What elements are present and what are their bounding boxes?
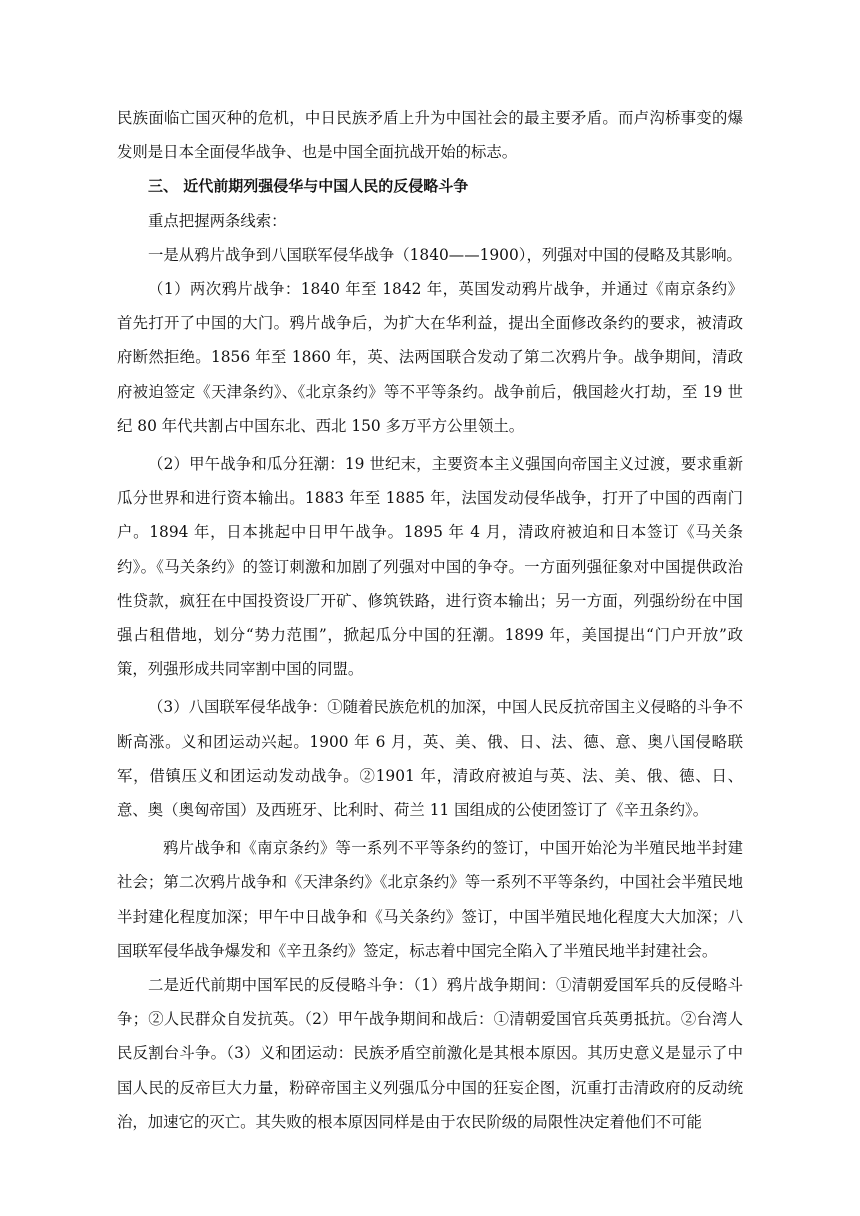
- paragraph-sino-japanese-war: （2）甲午战争和瓜分狂潮：19 世纪末，主要资本主义强国向帝国主义过渡，要求重新瓜分世界和进行资本输出。1883 年至 1885 年，法国发动侵华战争，打开了中国的西南门户。1894 年，日本挑起中日甲午战争。1895 年 4 月，清政府被迫和日本签订《马关条约》。《马关条约》的签订刺激和加剧了列强对中国的争夺。一方面列强征象对中国提供政治性贷款，疯狂在中国投资设厂开矿、修筑铁路，进行资本输出；另一方面，列强纷纷在中国强占租借地，划分“势力范围”，掀起瓜分中国的狂潮。1899 年，美国提出“门户开放”政策，列强形成共同宰割中国的同盟。: [117, 455, 743, 679]
- paragraph-thread-one: 一是从鸦片战争到八国联军侵华战争（1840——1900），列强对中国的侵略及其影响。: [148, 245, 742, 264]
- section-heading: 三、 近代前期列强侵华与中国人民的反侵略斗争: [148, 177, 469, 196]
- paragraph-treaty-summary: 鸦片战争和《南京条约》等一系列不平等条约的签订，中国开始沦为半殖民地半封建社会；第二次鸦片战争和《天津条约》《北京条约》等一系列不平等条约，中国社会半殖民地半封建化程度加深；甲午中日战争和《马关条约》签订，中国半殖民地化程度大大加深；八国联军侵华战争爆发和《辛丑条约》签定，标志着中国完全陷入了半殖民地半封建社会。: [117, 839, 743, 960]
- paragraph-opium-wars: （1）两次鸦片战争：1840 年至 1842 年，英国发动鸦片战争，并通过《南京条约》首先打开了中国的大门。鸦片战争后，为扩大在华利益，提出全面修改条约的要求，被清政府断然拒绝。1856 年至 1860 年，英、法两国联合发动了第二次鸦片争。战争期间，清政府被迫签定《天津条约》、《北京条约》等不平等条约。战争前后，俄国趁火打劫，至 19 世纪 80 年代共割占中国东北、西北 150 多万平方公里领土。: [117, 280, 743, 435]
- paragraph-key-points: 重点把握两条线索：: [148, 211, 287, 230]
- paragraph-eight-nation-alliance: （3）八国联军侵华战争：①随着民族危机的加深，中国人民反抗帝国主义侵略的斗争不断高涨。义和团运动兴起。1900 年 6 月，英、美、俄、日、法、德、意、奥八国侵略联军，借镇压义和团运动发动战争。②1901 年，清政府被迫与英、法、美、俄、德、日、意、奥（奥匈帝国）及西班牙、比利时、荷兰 11 国组成的公使团签订了《辛丑条约》。: [117, 698, 743, 820]
- paragraph-intro-continuation: 民族面临亡国灭种的危机，中日民族矛盾上升为中国社会的最主要矛盾。而卢沟桥事变的爆发则是日本全面侵华战争、也是中国全面抗战开始的标志。: [117, 109, 743, 162]
- paragraph-thread-two: 二是近代前期中国军民的反侵略斗争：（1）鸦片战争期间：①清朝爱国军兵的反侵略斗争；②人民群众自发抗英。（2）甲午战争期间和战后：①清朝爱国官兵英勇抵抗。②台湾人民反割台斗争。（3）义和团运动：民族矛盾空前激化是其根本原因。其历史意义是显示了中国人民的反帝巨大力量，粉碎帝国主义列强瓜分中国的狂妄企图，沉重打击清政府的反动统治，加速它的灭亡。其失败的根本原因同样是由于农民阶级的局限性决定着他们不可能: [117, 976, 743, 1131]
- document-body: [117, 101, 743, 1139]
